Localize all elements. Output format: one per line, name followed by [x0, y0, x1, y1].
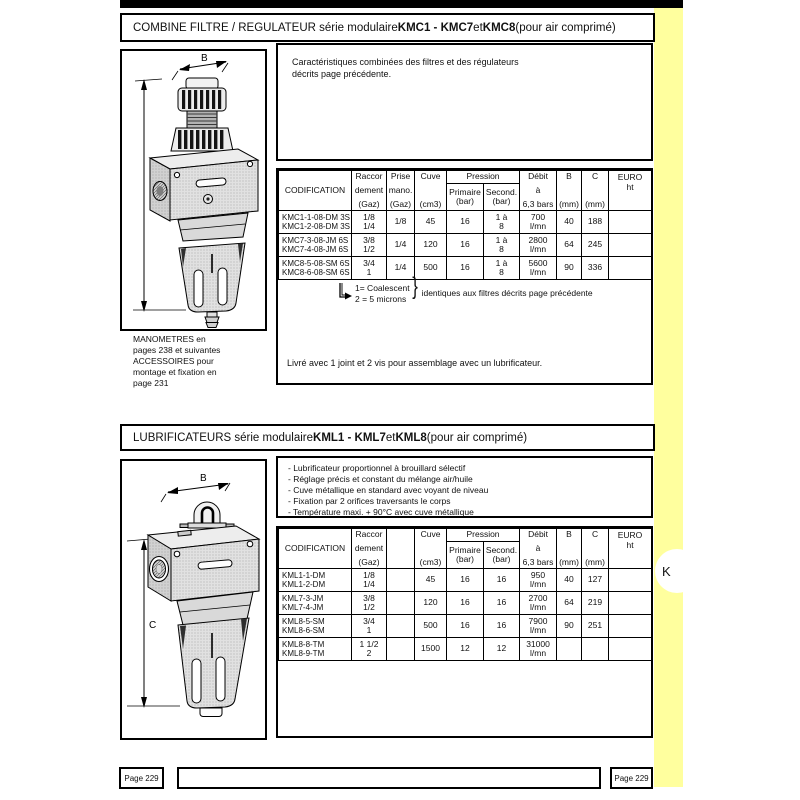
- sight-slot: [194, 270, 203, 307]
- table-row: KMC8-5-08-SM 6S KMC8-6-08-SM 6S 3/4 1 1/4 500 16 1 à 8 5600 l/mn 90 336: [279, 257, 652, 280]
- table-row: KMC1-1-08-DM 3S KMC1-2-08-DM 3S 1/8 1/4 1/8 45 16 1 à 8 700 l/mn 40 188: [279, 211, 652, 234]
- title-text: et: [473, 21, 483, 34]
- note-line: pages 238 et suivantes: [133, 345, 221, 355]
- table-row: KML8-5-SM KML8-6-SM 3/4 1 500 16 16 7900 l/mn 90 251: [279, 615, 652, 638]
- body-screw: [247, 541, 253, 547]
- brace-glyph: }: [411, 273, 418, 300]
- description-line: Caractéristiques combinées des filtres et des régulateurs: [292, 57, 519, 67]
- note-line: montage et fixation en: [133, 367, 217, 377]
- page-index-tab: [655, 549, 699, 593]
- feature-line: - Réglage précis et constant du mélange air/huile: [288, 474, 473, 484]
- feature-line: - Cuve métallique en standard avec voyant de niveau: [288, 485, 489, 495]
- body-front-face: [171, 539, 259, 601]
- feature-line: - Lubrificateur proportionnel à brouillard sélectif: [288, 463, 466, 473]
- section2-drawing-box: [120, 459, 267, 740]
- col-second: Second. (bar): [484, 184, 520, 211]
- table-row: KML8-8-TM KML8-9-TM 1 1/2 2 1500 12 12 31000 l/mn: [279, 638, 652, 661]
- table-row: KML1-1-DM KML1-2-DM 1/8 1/4 45 16 16 950 l/mn 40 127: [279, 569, 652, 592]
- bowl-cap: [200, 708, 222, 717]
- section2-features-box: [276, 456, 653, 518]
- top-black-bar: [120, 0, 683, 8]
- col-b: B (mm): [557, 171, 582, 211]
- body-front-face: [170, 160, 258, 220]
- sight-slot: [192, 659, 201, 703]
- lubricator-bowl: [178, 618, 249, 708]
- filter-regulator-drawing: [122, 51, 265, 329]
- col-debit: Débit à 6,3 bars: [520, 529, 557, 569]
- elbow-arrow-icon: [336, 283, 353, 305]
- title-series: KML8: [395, 431, 427, 444]
- col-c: C (mm): [582, 529, 609, 569]
- kml-spec-table: [278, 528, 652, 661]
- title-text: (pour air comprimé): [515, 21, 616, 34]
- note-line: ACCESSOIRES pour: [133, 356, 214, 366]
- footer-empty-box: [177, 767, 601, 789]
- feature-line: - Fixation par 2 orifices traversants le corps: [288, 496, 451, 506]
- col-second: Second. (bar): [484, 542, 520, 569]
- col-euro: EURO ht: [609, 529, 652, 569]
- col-cuve: Cuve (cm3): [415, 529, 447, 569]
- section2-table-box: [276, 526, 653, 738]
- col-b: B (mm): [557, 529, 582, 569]
- description-line: décrits page précédente.: [292, 69, 392, 79]
- lubricator-drawing: [122, 461, 265, 738]
- feature-line: - Température maxi. + 90°C avec cuve métallique: [288, 507, 474, 517]
- col-c: C (mm): [582, 171, 609, 211]
- sight-dome: [194, 502, 220, 523]
- title-text: LUBRIFICATEURS série modulaire: [133, 431, 314, 444]
- body-screw: [174, 551, 180, 557]
- dim-label-b: B: [201, 53, 208, 64]
- body-screw: [174, 172, 179, 177]
- title-text: et: [385, 431, 396, 444]
- section2-title: [120, 424, 655, 451]
- title-series: KMC8: [482, 21, 516, 34]
- sight-slot: [216, 657, 225, 701]
- table-row: KML7-3-JM KML7-4-JM 3/8 1/2 120 16 16 2700 l/mn 64 219: [279, 592, 652, 615]
- section1-table-box: [276, 168, 653, 385]
- sight-slot: [218, 268, 227, 305]
- footnote-line: 1= Coalescent: [355, 283, 410, 293]
- dim-arrow: [141, 539, 147, 550]
- filter-bowl: [179, 243, 245, 312]
- col-pression: Pression: [447, 171, 520, 184]
- page-number-left: [119, 767, 164, 789]
- title-series-range: KML1 - KML7: [313, 431, 386, 444]
- delivery-note: Livré avec 1 joint et 2 vis pour assemblage avec un lubrificateur.: [287, 358, 543, 368]
- page-number-label: Page 229: [124, 773, 159, 783]
- col-euro: EURO ht: [609, 171, 652, 211]
- table-row: KMC7-3-08-JM 6S KMC7-4-08-JM 6S 3/8 1/2 1/4 120 16 1 à 8 2800 l/mn 64 245: [279, 234, 652, 257]
- col-raccordement: Raccor dement (Gaz): [352, 171, 387, 211]
- manometres-note: [133, 334, 258, 389]
- body-screw: [247, 161, 252, 166]
- filtration-footnote: [336, 273, 651, 305]
- kmc-spec-table: [278, 170, 652, 280]
- footnote-line: 2 = 5 microns: [355, 294, 407, 304]
- title-text: COMBINE FILTRE / REGULATEUR série modulaire: [133, 21, 398, 34]
- col-cuve: Cuve (cm3): [415, 171, 447, 211]
- page-number-label: Page 229: [614, 773, 649, 783]
- section1-drawing-box: [120, 49, 267, 331]
- title-text: (pour air comprimé): [426, 431, 528, 444]
- col-prise-mano: Prise mano. (Gaz): [387, 171, 415, 211]
- footnote-text: identiques aux filtres décrits page précédente: [421, 288, 593, 298]
- dim-label-b: B: [200, 473, 207, 484]
- col-codification: CODIFICATION: [279, 171, 352, 211]
- col-pression: Pression: [447, 529, 520, 542]
- dim-label-c: C: [149, 620, 157, 631]
- dim-arrow: [167, 487, 178, 494]
- title-series-range: KMC1 - KMC7: [397, 21, 474, 34]
- note-line: MANOMETRES en: [133, 334, 206, 344]
- col-primaire: Primaire (bar): [447, 542, 484, 569]
- section1-title: [120, 13, 655, 42]
- note-line: page 231: [133, 378, 169, 388]
- index-strip: [654, 8, 683, 787]
- knob-cap: [186, 78, 218, 89]
- col-primaire: Primaire (bar): [447, 184, 484, 211]
- page-index-letter: K: [662, 563, 671, 579]
- empty-column-header: [387, 529, 415, 569]
- drain-fitting: [207, 312, 217, 317]
- section1-description-box: [276, 43, 653, 161]
- col-debit: Débit à 6,3 bars: [520, 171, 557, 211]
- page-number-right: [610, 767, 653, 789]
- col-codification: CODIFICATION: [279, 529, 352, 569]
- dim-arrow: [179, 64, 190, 71]
- fill-plug: [178, 530, 191, 536]
- col-raccordement: Raccor dement (Gaz): [352, 529, 387, 569]
